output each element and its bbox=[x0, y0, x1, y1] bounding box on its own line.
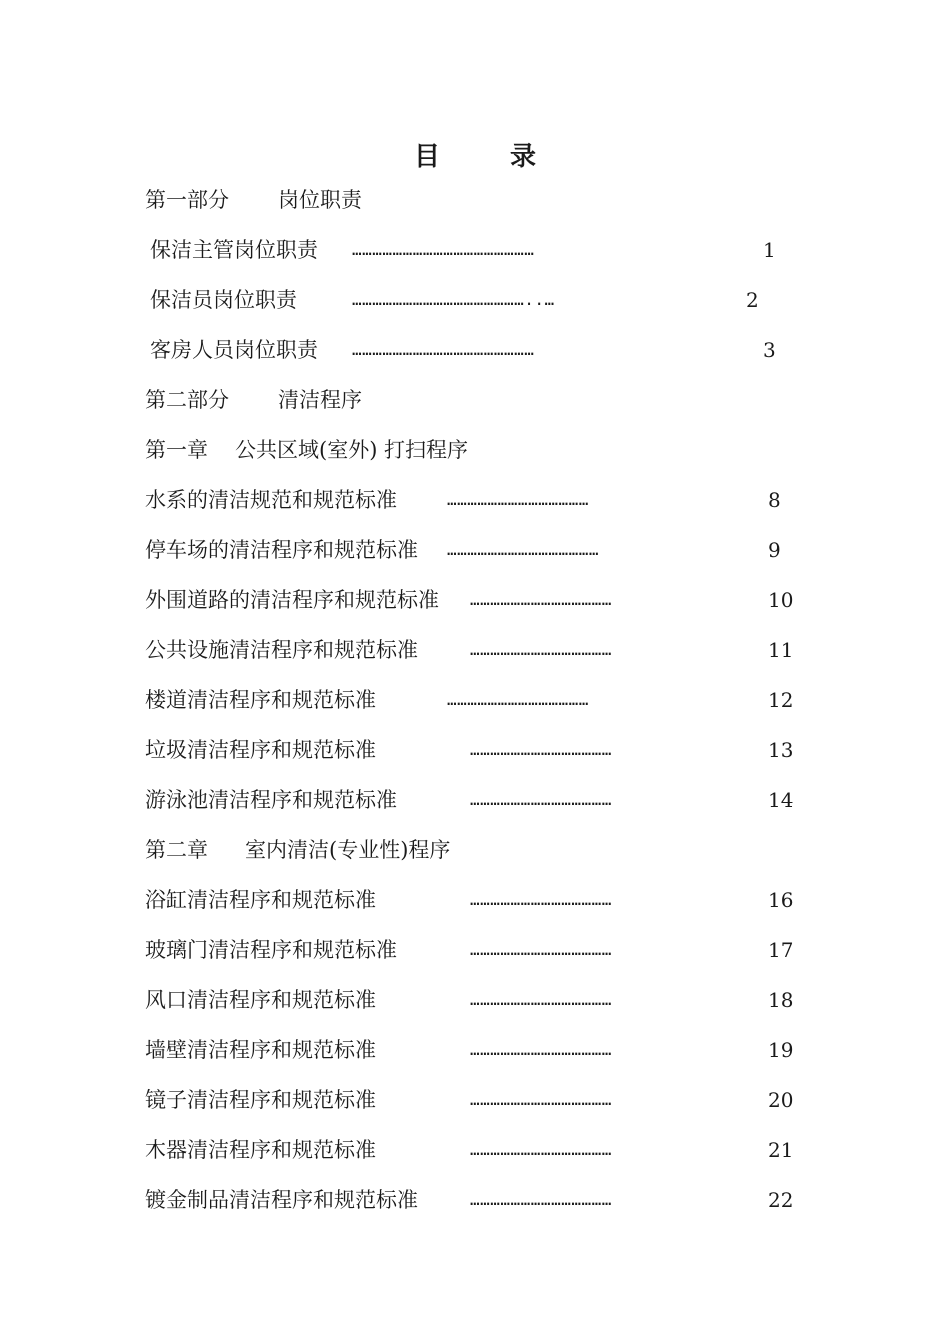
chapter2-heading bbox=[145, 836, 451, 864]
toc-leader-dots: ……………………………………………… bbox=[352, 340, 535, 359]
toc-entry[interactable] bbox=[145, 736, 376, 764]
toc-entry-text: 墙壁清洁程序和规范标准 bbox=[145, 1038, 376, 1062]
toc-entry-text: 浴缸清洁程序和规范标准 bbox=[145, 888, 376, 912]
toc-entry[interactable] bbox=[145, 586, 439, 614]
toc-entry[interactable] bbox=[150, 236, 318, 264]
toc-entry[interactable] bbox=[145, 1086, 376, 1114]
toc-entry[interactable] bbox=[145, 936, 397, 964]
toc-leader-dots: …………………………………… bbox=[470, 1040, 612, 1059]
toc-entry-text: 镜子清洁程序和规范标准 bbox=[145, 1088, 376, 1112]
toc-entry[interactable] bbox=[145, 786, 397, 814]
toc-entry[interactable] bbox=[150, 286, 297, 314]
title-char-2: 录 bbox=[510, 142, 537, 172]
toc-page-number: 14 bbox=[768, 788, 794, 812]
chapter1-heading bbox=[145, 436, 469, 464]
toc-leader-dots: …………………………………… bbox=[447, 690, 589, 709]
toc-entry-text: 垃圾清洁程序和规范标准 bbox=[145, 738, 376, 762]
part1-label: 第一部分 bbox=[145, 188, 229, 212]
toc-page-number: 17 bbox=[768, 938, 794, 962]
toc-entry-text: 风口清洁程序和规范标准 bbox=[145, 988, 376, 1012]
toc-entry-text: 水系的清洁规范和规范标准 bbox=[145, 488, 397, 512]
toc-entry-text: 玻璃门清洁程序和规范标准 bbox=[145, 938, 397, 962]
toc-entry[interactable] bbox=[145, 686, 376, 714]
toc-entry[interactable] bbox=[145, 1186, 418, 1214]
toc-leader-dots: …………………………………… bbox=[470, 590, 612, 609]
toc-leader-dots: ……………………………………… bbox=[447, 540, 599, 559]
toc-leader-dots: ……………………………………………… bbox=[352, 240, 535, 259]
toc-leader-dots: …………………………………… bbox=[470, 940, 612, 959]
toc-leader-dots: …………………………………… bbox=[470, 740, 612, 759]
toc-page-number: 2 bbox=[746, 288, 759, 312]
toc-leader-dots: …………………………………… bbox=[470, 640, 612, 659]
toc-entry-text: 客房人员岗位职责 bbox=[150, 338, 318, 362]
toc-entry[interactable] bbox=[145, 536, 418, 564]
toc-entry[interactable] bbox=[145, 1136, 376, 1164]
toc-entry-text: 保洁员岗位职责 bbox=[150, 288, 297, 312]
title-char-1: 目 bbox=[413, 142, 440, 172]
toc-leader-dots: …………………………………… bbox=[470, 1090, 612, 1109]
toc-entry[interactable] bbox=[145, 1036, 376, 1064]
toc-entry[interactable] bbox=[145, 886, 376, 914]
toc-page-number: 3 bbox=[763, 338, 776, 362]
toc-entry-text: 保洁主管岗位职责 bbox=[150, 238, 318, 262]
chapter2-label: 第二章 bbox=[145, 838, 208, 862]
chapter1-name: 公共区域(室外) 打扫程序 bbox=[235, 438, 469, 462]
toc-page-number: 8 bbox=[768, 488, 781, 512]
part2-heading bbox=[145, 386, 362, 414]
toc-leader-dots: …………………………………… bbox=[470, 890, 612, 909]
chapter2-name: 室内清洁(专业性)程序 bbox=[245, 838, 451, 862]
toc-entry[interactable] bbox=[145, 986, 376, 1014]
toc-leader-dots: ……………………………………………..… bbox=[352, 290, 555, 309]
toc-leader-dots: …………………………………… bbox=[470, 990, 612, 1009]
toc-entry-text: 木器清洁程序和规范标准 bbox=[145, 1138, 376, 1162]
toc-page-number: 20 bbox=[768, 1088, 794, 1112]
toc-page-number: 13 bbox=[768, 738, 794, 762]
toc-page-number: 10 bbox=[768, 588, 794, 612]
toc-entry-text: 外围道路的清洁程序和规范标准 bbox=[145, 588, 439, 612]
page-title bbox=[0, 136, 950, 173]
part2-name: 清洁程序 bbox=[278, 388, 362, 412]
toc-page-number: 1 bbox=[763, 238, 776, 262]
toc-page-number: 22 bbox=[768, 1188, 794, 1212]
toc-page-number: 16 bbox=[768, 888, 794, 912]
toc-page-number: 11 bbox=[768, 638, 794, 662]
toc-page-number: 12 bbox=[768, 688, 794, 712]
toc-entry[interactable] bbox=[150, 336, 318, 364]
toc-entry-text: 公共设施清洁程序和规范标准 bbox=[145, 638, 418, 662]
chapter1-label: 第一章 bbox=[145, 438, 208, 462]
part1-name: 岗位职责 bbox=[278, 188, 362, 212]
toc-leader-dots: …………………………………… bbox=[470, 1190, 612, 1209]
toc-page-number: 19 bbox=[768, 1038, 794, 1062]
toc-page-number: 9 bbox=[768, 538, 781, 562]
toc-entry-text: 楼道清洁程序和规范标准 bbox=[145, 688, 376, 712]
toc-entry-text: 游泳池清洁程序和规范标准 bbox=[145, 788, 397, 812]
toc-leader-dots: …………………………………… bbox=[470, 790, 612, 809]
toc-leader-dots: …………………………………… bbox=[470, 1140, 612, 1159]
toc-entry-text: 停车场的清洁程序和规范标准 bbox=[145, 538, 418, 562]
part1-heading bbox=[145, 186, 362, 214]
toc-page-number: 18 bbox=[768, 988, 794, 1012]
toc-entry[interactable] bbox=[145, 486, 397, 514]
part2-label: 第二部分 bbox=[145, 388, 229, 412]
toc-page-number: 21 bbox=[768, 1138, 794, 1162]
toc-entry[interactable] bbox=[145, 636, 418, 664]
toc-entry-text: 镀金制品清洁程序和规范标准 bbox=[145, 1188, 418, 1212]
toc-leader-dots: …………………………………… bbox=[447, 490, 589, 509]
